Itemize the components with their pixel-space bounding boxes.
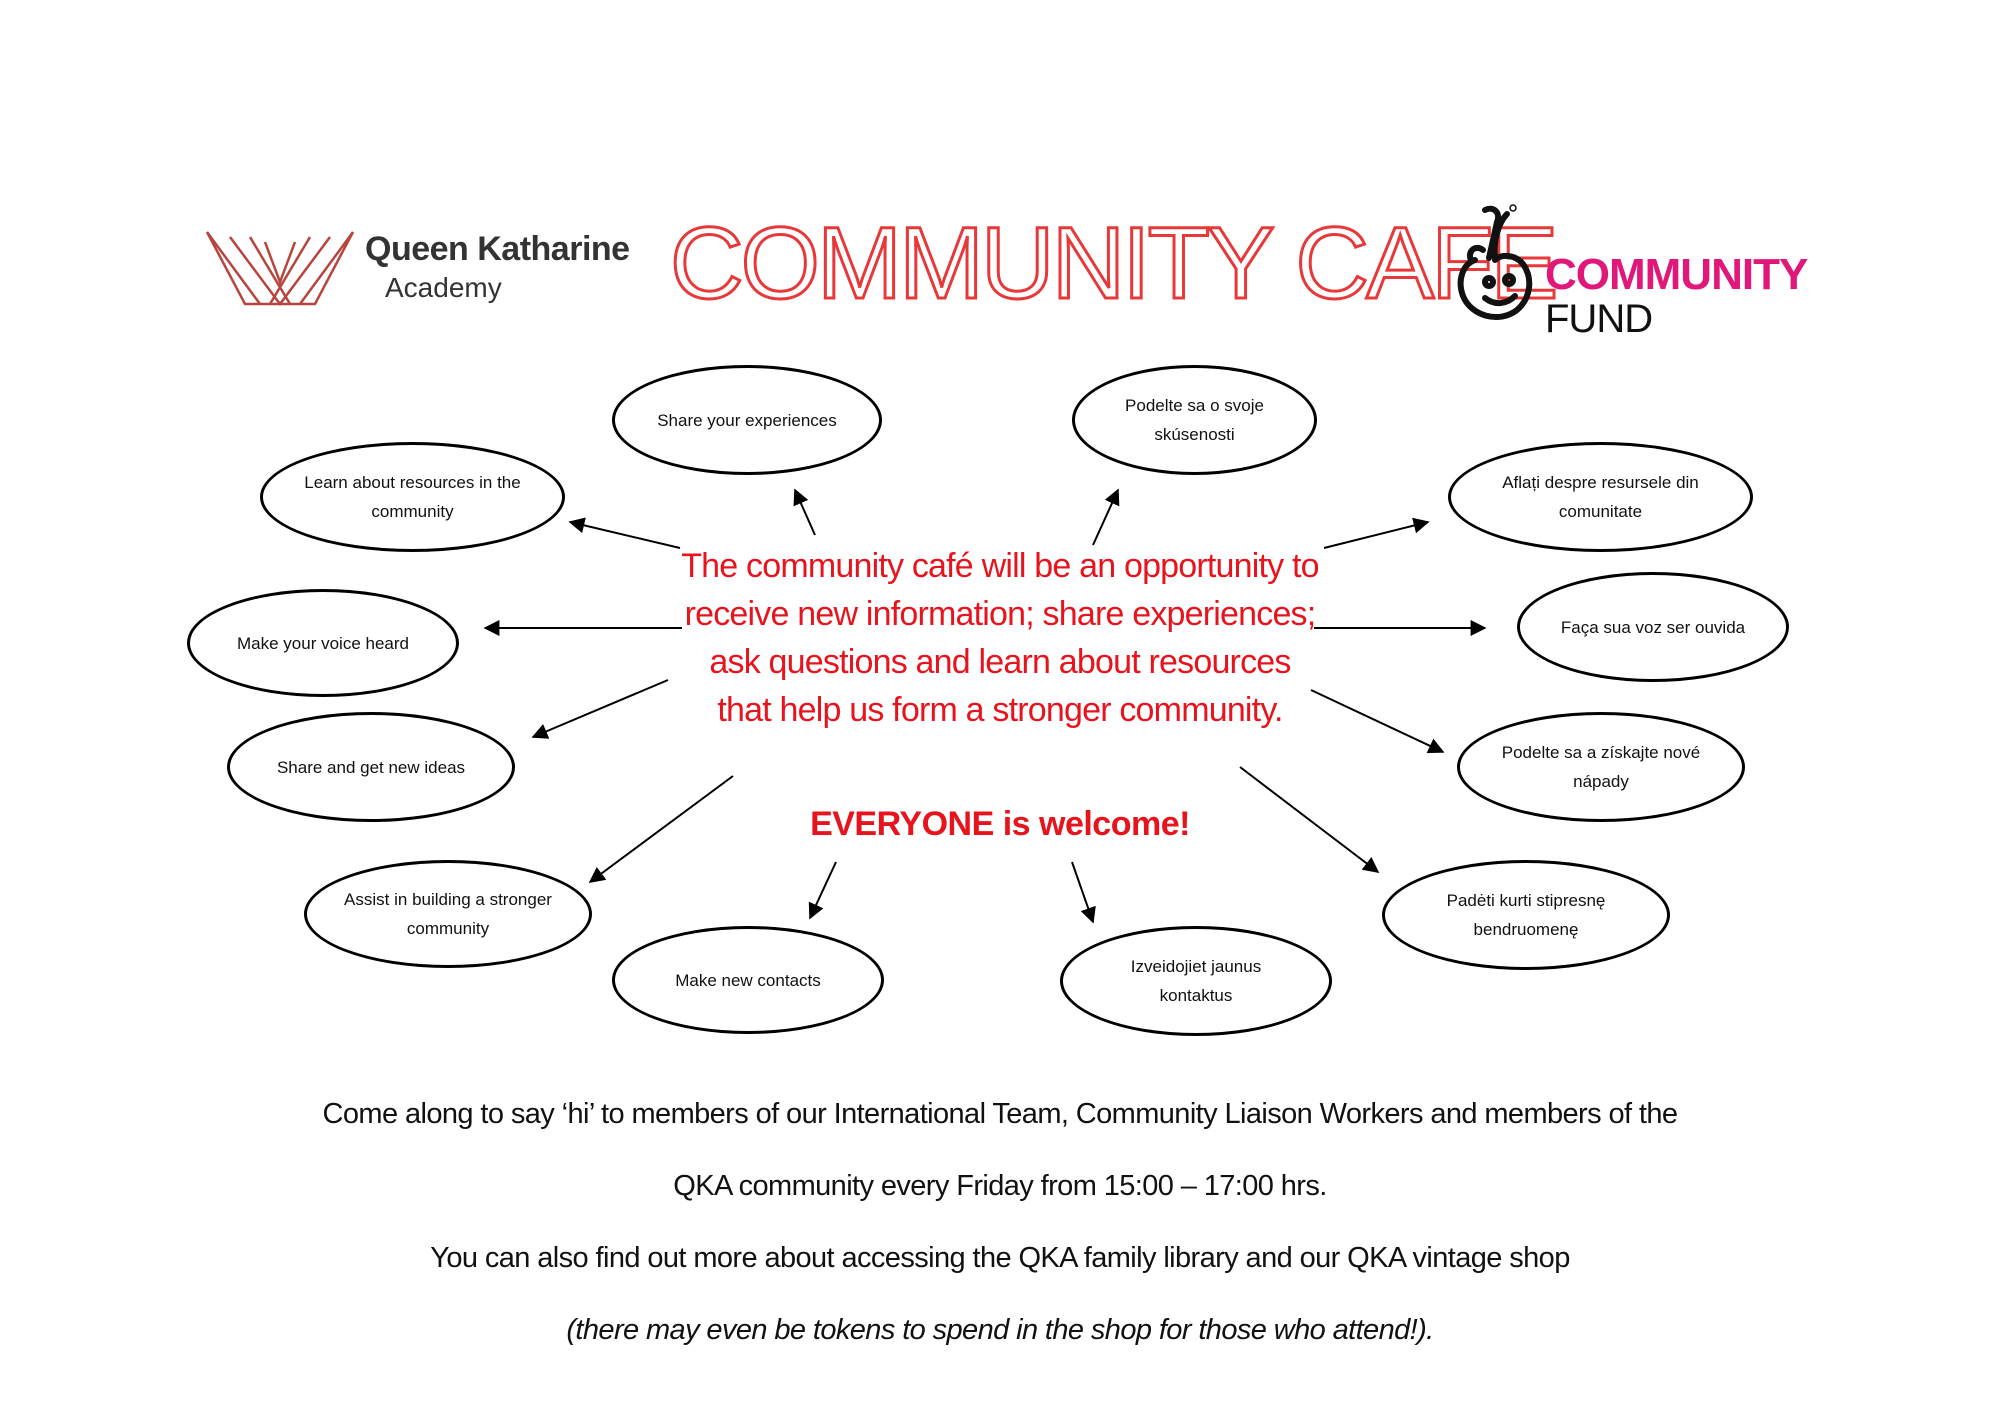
welcome-message: EVERYONE is welcome! (810, 805, 1190, 843)
arrow-icon (795, 490, 815, 535)
school-subtitle: Academy (385, 272, 502, 303)
arrow-icon (533, 680, 668, 737)
page-title: COMMUNITY CAFE (670, 206, 1556, 320)
bubble-stronger-community-lithuanian: Padėti kurti stipresnę bendruomenę (1382, 860, 1670, 970)
school-name: Queen Katharine (365, 230, 630, 268)
arrow-icon (1093, 490, 1118, 545)
bubble-stronger-community: Assist in building a stronger community (304, 860, 592, 968)
footer-line-4: (there may even be tokens to spend in the shop for those who attend!). (566, 1314, 1434, 1346)
footer-line-3: You can also find out more about accessing the QKA family library and our QKA vintage shop (430, 1242, 1570, 1274)
center-message: The community café will be an opportunity to receive new information; share experiences; ask questions and learn about resources that help us form a stronger community. (681, 547, 1319, 729)
bubble-learn-resources: Learn about resources in the community (260, 442, 565, 552)
bubble-make-voice-heard: Make your voice heard (187, 589, 459, 697)
fund-name-line1: COMMUNITY (1545, 250, 1808, 299)
fund-name-line2: FUND (1545, 297, 1653, 341)
footer-line-1: Come along to say ‘hi’ to members of our International Team, Community Liaison Workers and members of the (322, 1098, 1678, 1130)
bubble-share-experiences: Share your experiences (612, 365, 882, 475)
bubble-learn-resources-romanian: Aflați despre resursele din comunitate (1448, 442, 1753, 552)
footer-line-2: QKA community every Friday from 15:00 – 17:00 hrs. (673, 1170, 1327, 1202)
arrow-icon (570, 522, 680, 548)
arrow-icon (1324, 522, 1428, 548)
arrow-icon (810, 862, 836, 918)
bubble-make-voice-heard-portuguese: Faça sua voz ser ouvida (1517, 572, 1789, 682)
bubble-share-experiences-slovak: Podelte sa o svoje skúsenosti (1072, 365, 1317, 475)
arrow-icon (1072, 862, 1093, 922)
bubble-share-ideas-slovak: Podelte sa a získajte nové nápady (1457, 712, 1745, 822)
bubble-new-contacts-latvian: Izveidojiet jaunus kontaktus (1060, 926, 1332, 1036)
bubble-new-contacts: Make new contacts (612, 926, 884, 1034)
bubble-share-ideas: Share and get new ideas (227, 712, 515, 822)
arrow-icon (1311, 690, 1443, 752)
